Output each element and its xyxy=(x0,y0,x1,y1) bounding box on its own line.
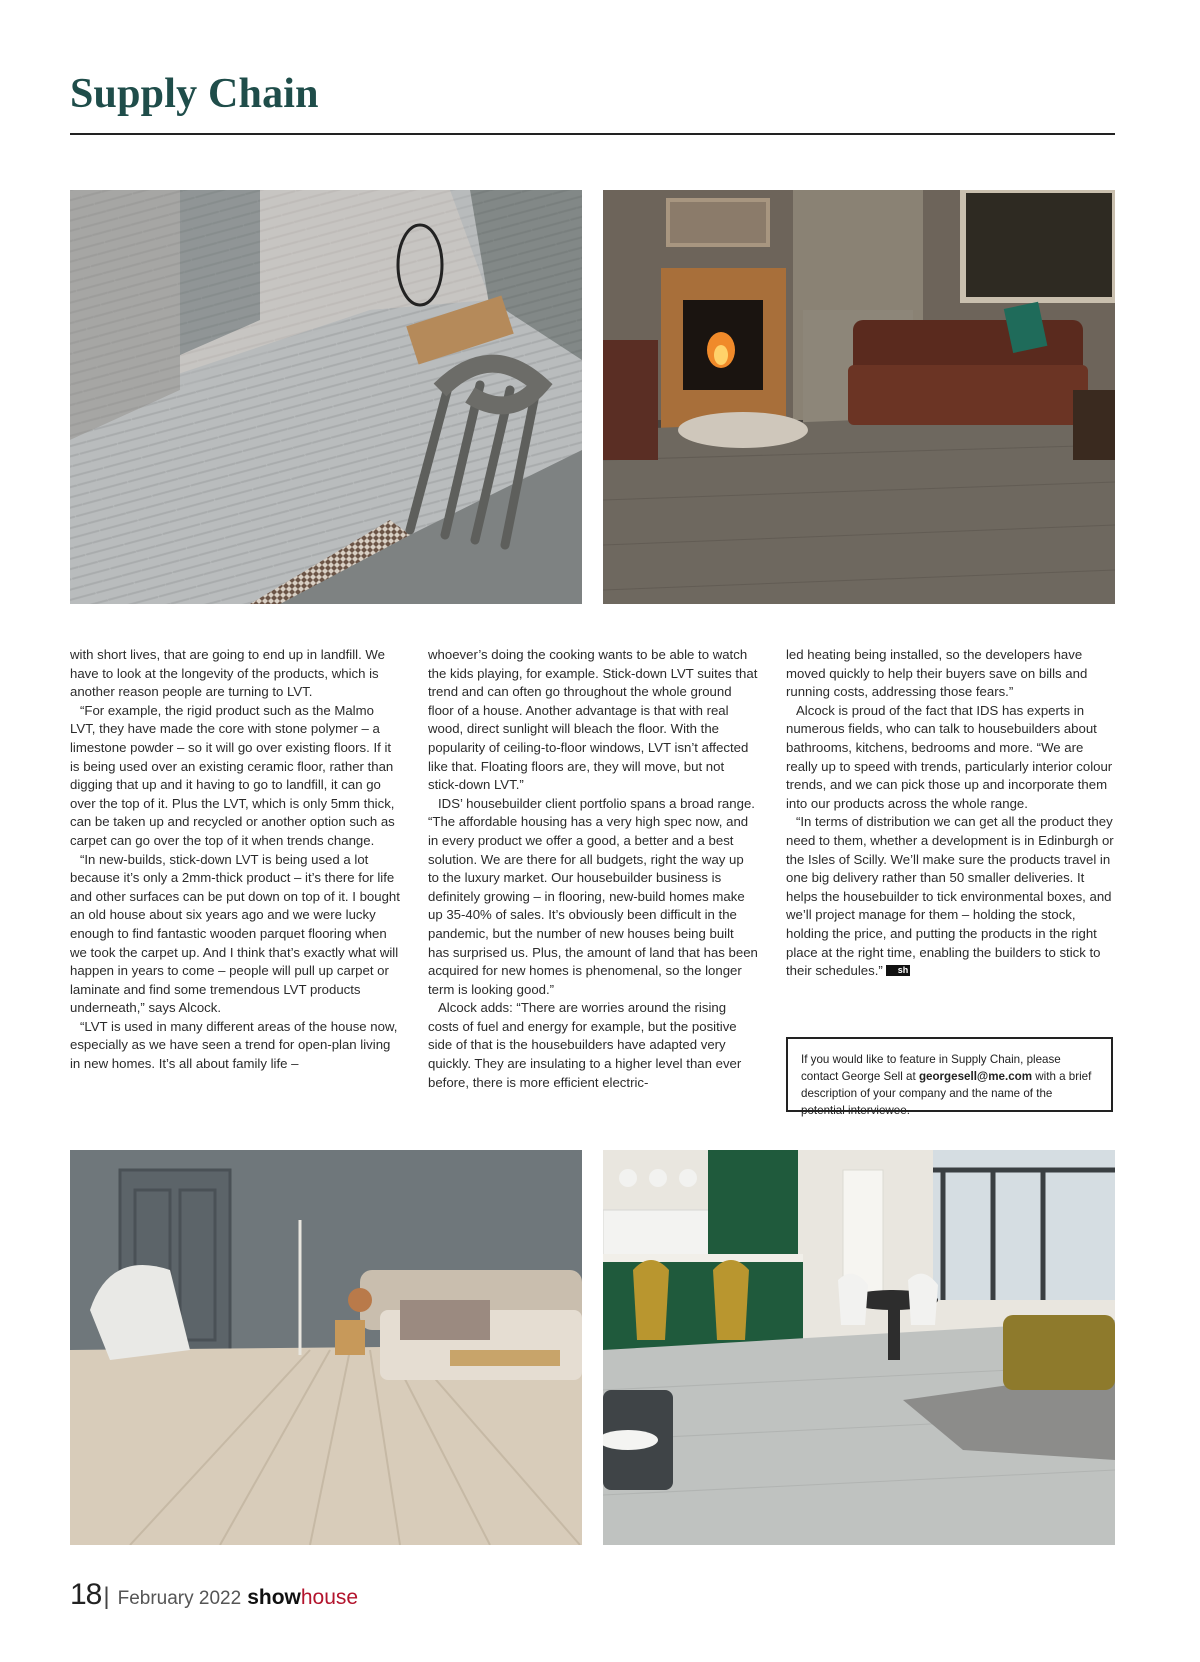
contact-text-intro: If you would like to feature in Supply Chain, please contact George Sell at xyxy=(801,1053,1061,1083)
article-column-3 xyxy=(786,646,1116,981)
article-paragraph: IDS’ housebuilder client portfolio spans a broad range. “The affordable housing has a very high spec now, and in every product we offer a good, a better and a best solution. We are there for all budgets, right the way up to the luxury market. Our housebuilder business is definitely growing – in flooring, new-build homes make up 35-40% of sales. It’s obviously been difficult in the pandemic, but the number of new houses being built has surprised us. Plus, the amount of land that has been acquired for new homes is phenomenal, so the longer term is looking good.” xyxy=(428,795,758,997)
hallway-photo xyxy=(70,190,582,604)
header-divider xyxy=(70,133,1115,135)
kitchen-photo xyxy=(603,1150,1115,1545)
page-title: Supply Chain xyxy=(70,71,319,117)
hallway-illustration xyxy=(70,190,582,604)
article-paragraph: led heating being installed, so the developers have moved quickly to help their buyers save on bills and running costs, addressing those fears.” xyxy=(786,647,1088,700)
brand-logo-show: show xyxy=(247,1586,301,1609)
article-paragraph: whoever’s doing the cooking wants to be able to watch the kids playing, for example. Stick-down LVT suites that trend and can often go throughout the whole ground floor of a house. Another advantage is that with real wood, direct sunlight will bleach the floor. With the popularity of ceiling-to-floor windows, LVT isn’t affected like that. Floating floors are, they will move, but not stick-down LVT.” xyxy=(428,647,758,793)
article-paragraph: “LVT is used in many different areas of the house now, especially as we have seen a trend for open-plan living in new homes. It’s all about family life – xyxy=(70,1018,398,1072)
kitchen-illustration xyxy=(603,1150,1115,1545)
brand-logo-house: house xyxy=(300,1586,359,1609)
contact-email-link[interactable]: georgesell@me.com xyxy=(918,1070,1033,1083)
article-paragraph: Alcock adds: “There are worries around the rising costs of fuel and energy for example, but the positive side of that is the housebuilders have adapted very quickly. They are insulating to a higher level than ever before, there is more efficient electric- xyxy=(428,1000,742,1090)
bedroom-illustration xyxy=(70,1150,582,1545)
page-footer xyxy=(70,1578,358,1618)
page-number: 18 xyxy=(70,1578,102,1611)
article-paragraph: Alcock is proud of the fact that IDS has experts in numerous fields, who can talk to housebuilders about bathrooms, kitchens, bedrooms and more. “We are really up to speed with trends, particularly interior colour trends, and we can pick those up and incorporate them into our products across the whole range. xyxy=(786,702,1113,811)
living-room-photo xyxy=(603,190,1115,604)
article-paragraph xyxy=(786,813,1116,980)
contact-text-outro: with a brief description of your company and the name of the potential interviewee. xyxy=(801,1070,1092,1117)
article-paragraph-text: “In terms of distribution we can get all the product they need to them, whether a development is in Edinburgh or the Isles of Scilly. We’ll make sure the products travel in one big delivery rather than 50 smaller deliveries. It helps the housebuilder to tick environmental boxes, and we’ll project manage for them – holding the stock, holding the price, and putting the products in the right place at the right time, enabling the builders to stick to their schedules.” xyxy=(786,814,1114,979)
article-paragraph: “For example, the rigid product such as the Malmo LVT, they have made the core with stone polymer – a limestone powder – so it will go over existing floors. If it is being used over an existing ceramic floor, rather than digging that up and it having to go to landfill, it can go over the top of it. Plus the LVT, which is only 5mm thick, can be taken up and recycled or another option such as carpet can go over the top of it when trends change. xyxy=(70,702,395,848)
end-mark-icon: sh xyxy=(886,965,911,976)
article-paragraph: “In new-builds, stick-down LVT is being used a lot because it’s only a 2mm-thick product – it’s there for life and other surfaces can be put down on top of it. I bought an old house about six years ago and we were lucky enough to find fantastic wooden parquet flooring when we took the carpet up. And I think that’s exactly what will happen in years to come – people will pull up carpet or laminate and find some tremendous LVT products underneath,” says Alcock. xyxy=(70,851,400,1016)
article-paragraph: with short lives, that are going to end up in landfill. We have to look at the longevity of the products, which is another reason people are turning to LVT. xyxy=(70,647,385,700)
contact-box xyxy=(786,1037,1113,1117)
bedroom-photo xyxy=(70,1150,582,1545)
footer-separator: | xyxy=(103,1583,110,1610)
living-room-illustration xyxy=(603,190,1115,604)
article-column-1 xyxy=(70,646,400,1074)
article-column-2 xyxy=(428,646,758,1092)
issue-date: February 2022 xyxy=(117,1588,242,1609)
